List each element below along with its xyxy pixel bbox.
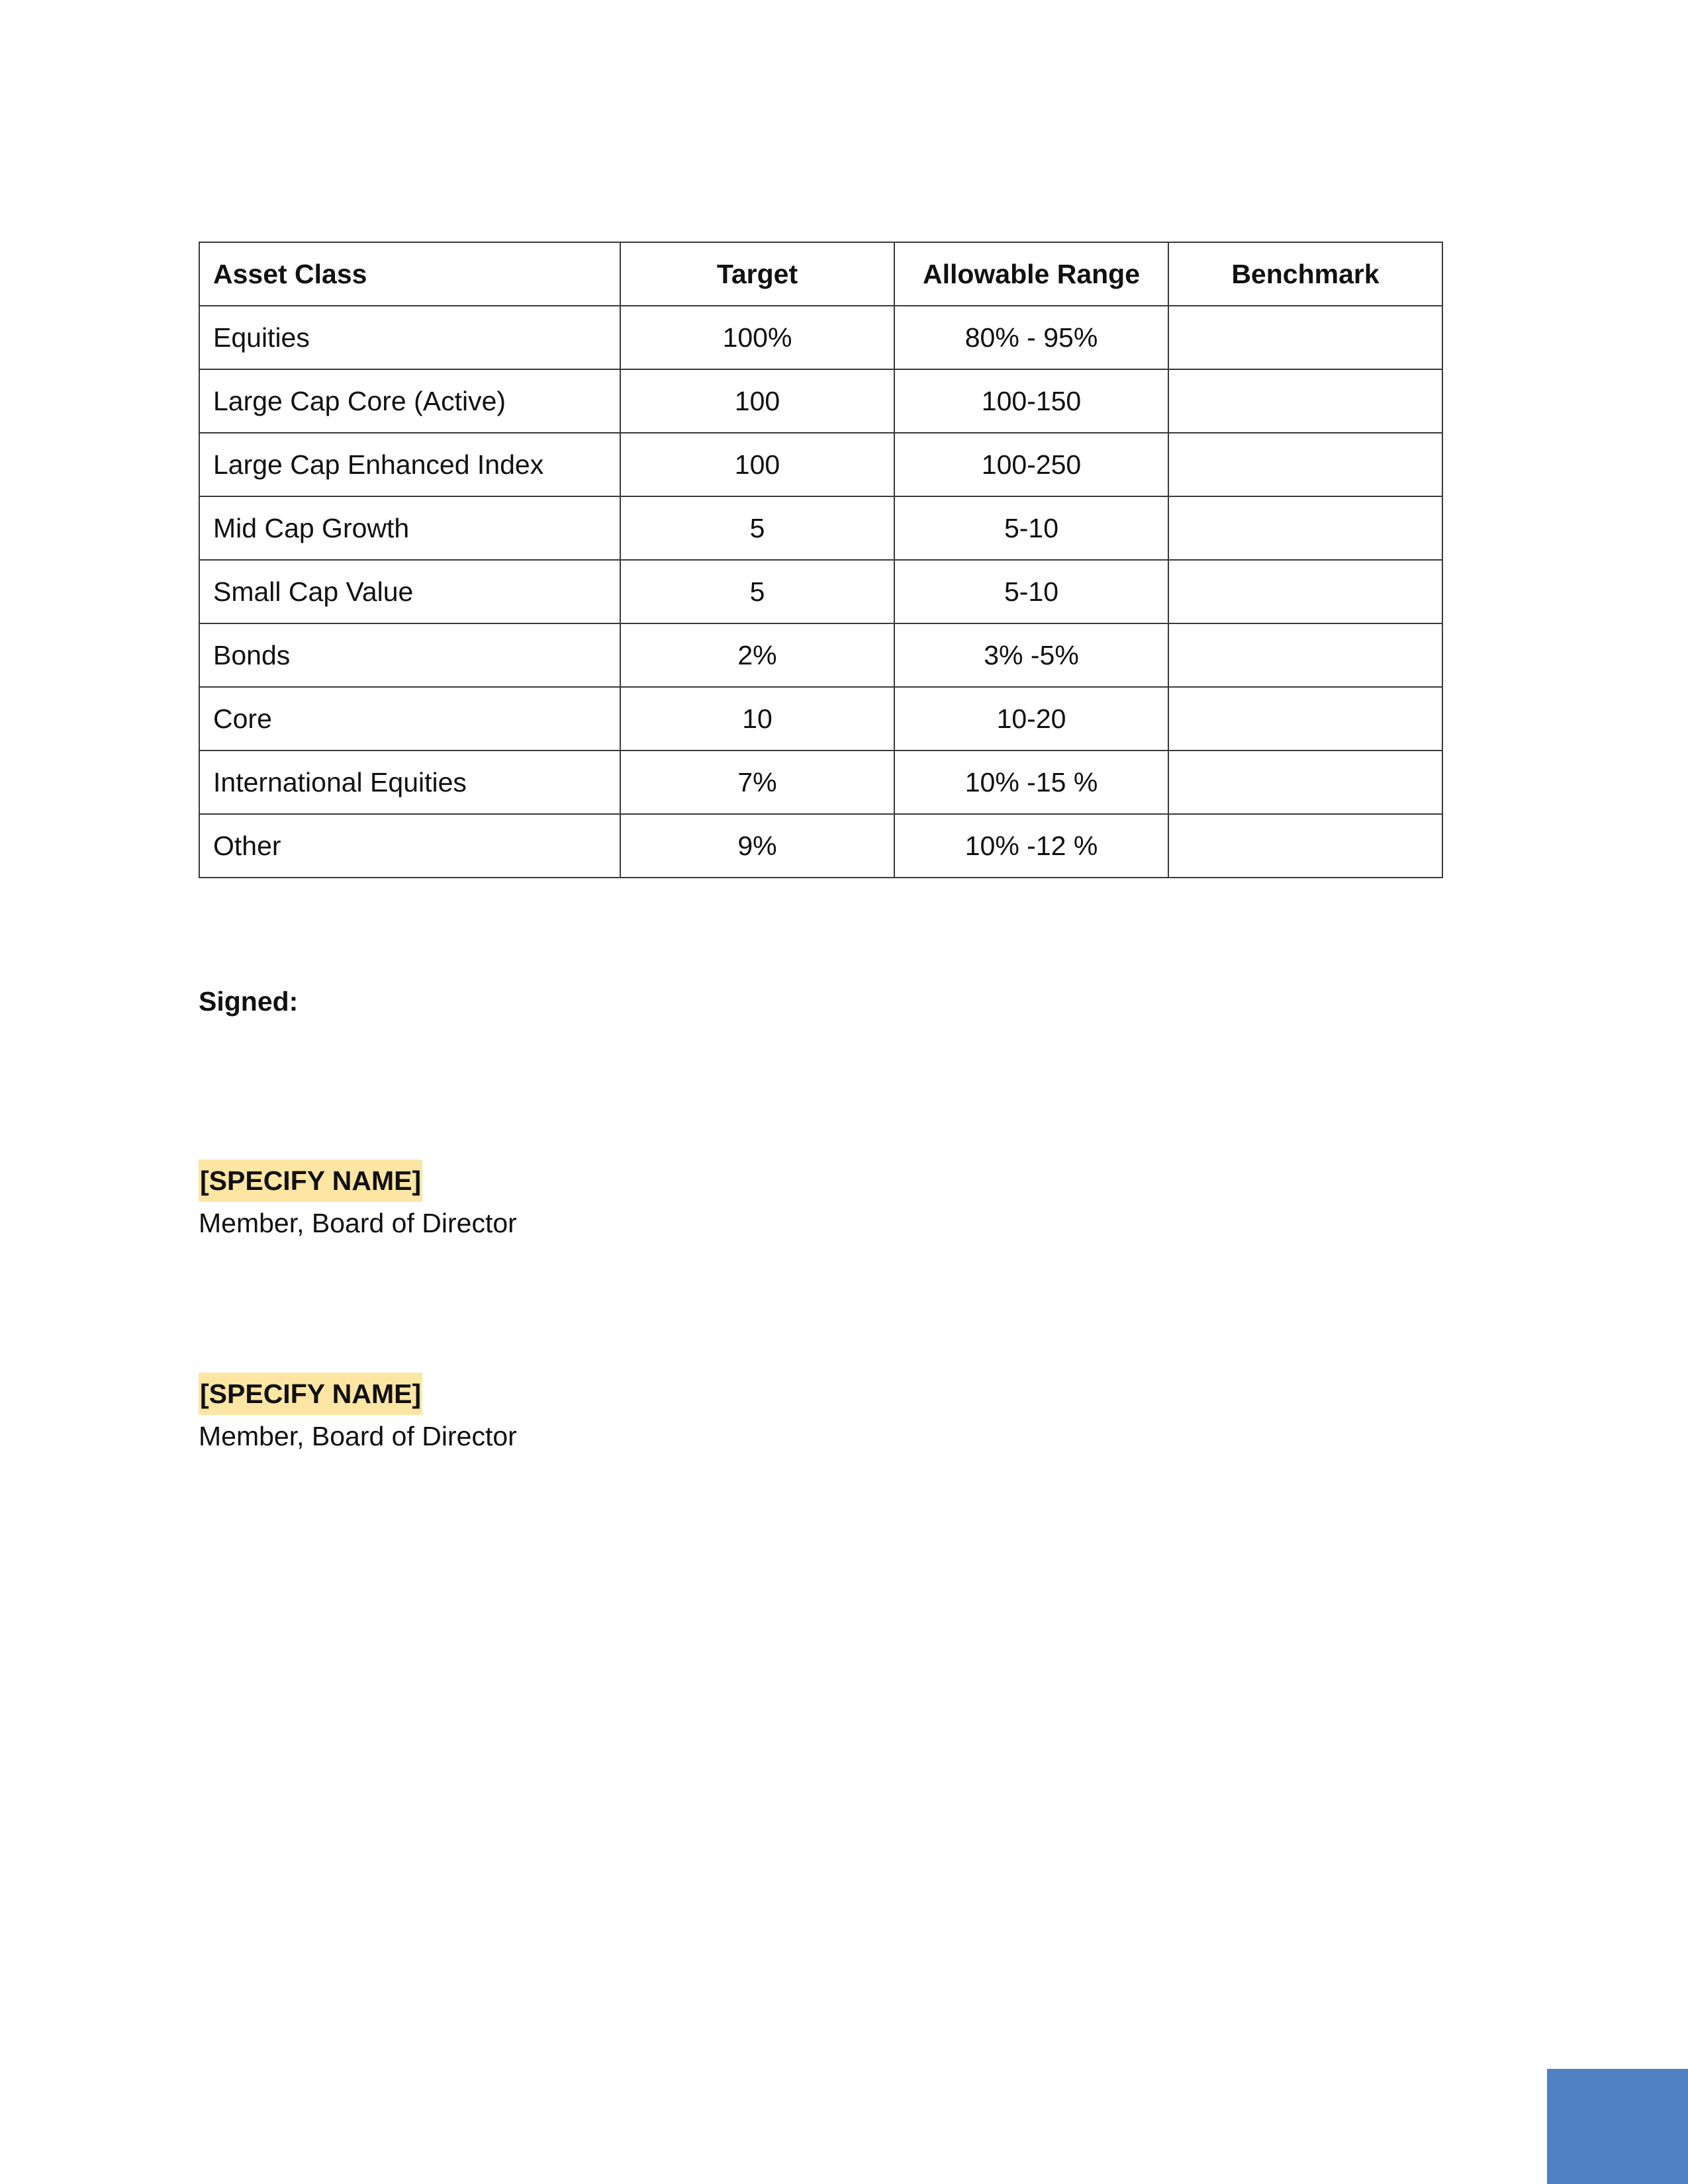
cell-asset-class: International Equities: [199, 751, 620, 814]
signatory-name-1: [SPECIFY NAME]: [199, 1160, 422, 1202]
cell-allowable-range: 10% -15 %: [894, 751, 1168, 814]
cell-target: 7%: [620, 751, 894, 814]
table-row: [199, 496, 1442, 560]
cell-asset-class: Other: [199, 814, 620, 878]
cell-benchmark: [1168, 623, 1442, 687]
table-row: [199, 814, 1442, 878]
cell-benchmark: [1168, 306, 1442, 369]
cell-allowable-range: 10% -12 %: [894, 814, 1168, 878]
cell-benchmark: [1168, 496, 1442, 560]
table-row: [199, 560, 1442, 623]
table-header-row: [199, 242, 1442, 306]
cell-benchmark: [1168, 687, 1442, 751]
signature-block-2: [199, 1373, 517, 1457]
table-row: [199, 687, 1442, 751]
cell-benchmark: [1168, 369, 1442, 433]
cell-benchmark: [1168, 560, 1442, 623]
header-benchmark: Benchmark: [1168, 242, 1442, 306]
cell-target: 9%: [620, 814, 894, 878]
cell-target: 5: [620, 560, 894, 623]
cell-target: 100%: [620, 306, 894, 369]
cell-target: 10: [620, 687, 894, 751]
header-asset-class: Asset Class: [199, 242, 620, 306]
signatory-name-2: [SPECIFY NAME]: [199, 1373, 422, 1415]
cell-allowable-range: 100-250: [894, 433, 1168, 496]
cell-asset-class: Core: [199, 687, 620, 751]
table-row: [199, 751, 1442, 814]
cell-allowable-range: 5-10: [894, 560, 1168, 623]
signatory-title-2: Member, Board of Director: [199, 1421, 517, 1451]
cell-target: 2%: [620, 623, 894, 687]
cell-allowable-range: 10-20: [894, 687, 1168, 751]
cell-benchmark: [1168, 433, 1442, 496]
table-row: [199, 306, 1442, 369]
cell-allowable-range: 5-10: [894, 496, 1168, 560]
cell-asset-class: Large Cap Core (Active): [199, 369, 620, 433]
cell-asset-class: Equities: [199, 306, 620, 369]
cell-asset-class: Large Cap Enhanced Index: [199, 433, 620, 496]
signatory-title-1: Member, Board of Director: [199, 1208, 517, 1238]
table-row: [199, 369, 1442, 433]
table-row: [199, 623, 1442, 687]
table-row: [199, 433, 1442, 496]
cell-target: 5: [620, 496, 894, 560]
table-body: [199, 306, 1442, 878]
header-allowable-range: Allowable Range: [894, 242, 1168, 306]
header-target: Target: [620, 242, 894, 306]
cell-asset-class: Small Cap Value: [199, 560, 620, 623]
signature-block-1: [199, 1160, 517, 1244]
cell-asset-class: Mid Cap Growth: [199, 496, 620, 560]
cell-benchmark: [1168, 751, 1442, 814]
cell-allowable-range: 80% - 95%: [894, 306, 1168, 369]
cell-target: 100: [620, 369, 894, 433]
corner-accent-block: [1547, 2069, 1688, 2184]
cell-target: 100: [620, 433, 894, 496]
asset-allocation-table: [199, 242, 1443, 878]
cell-asset-class: Bonds: [199, 623, 620, 687]
signed-label: Signed:: [199, 986, 299, 1017]
cell-allowable-range: 3% -5%: [894, 623, 1168, 687]
cell-benchmark: [1168, 814, 1442, 878]
cell-allowable-range: 100-150: [894, 369, 1168, 433]
